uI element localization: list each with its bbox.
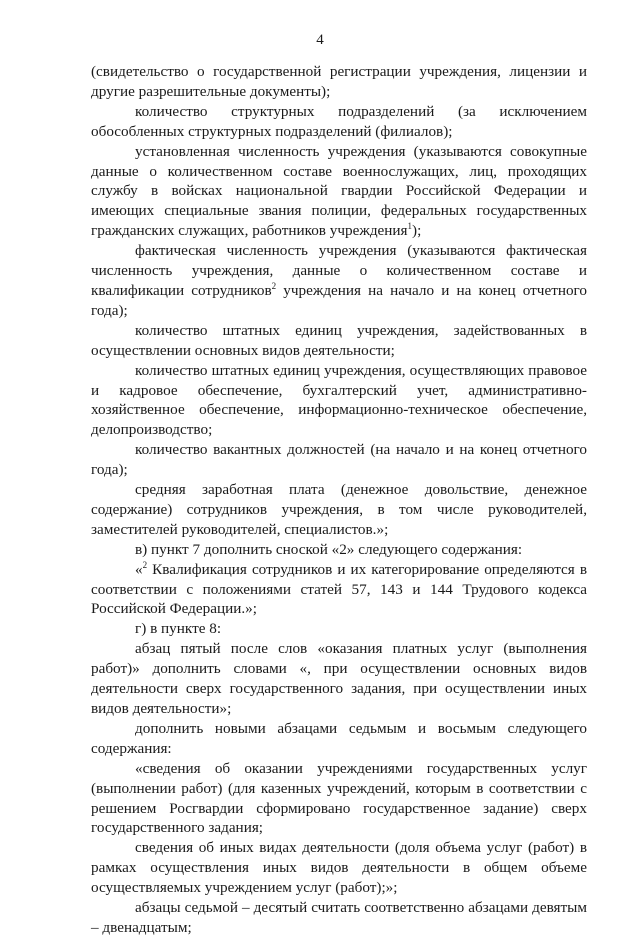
- paragraph-text: дополнить новыми абзацами седьмым и восьмым следующего содержания:: [91, 719, 587, 757]
- paragraph-text: количество штатных единиц учреждения, задействованных в осуществлении основных видов деятельности;: [91, 321, 587, 359]
- paragraph: [91, 440, 587, 480]
- document-body: [91, 62, 587, 938]
- paragraph: [91, 639, 587, 719]
- paragraph: [91, 719, 587, 759]
- paragraph-text: г) в пункте 8:: [135, 620, 222, 638]
- paragraph-text: «сведения об оказании учреждениями государственных услуг (выполнении работ) (для казенных учреждений, которым в соответствии с решением Росгвардии сформировано государственное задание) сверх государственного задания;: [91, 759, 587, 837]
- paragraph-text: количество структурных подразделений (за исключением обособленных структурных подразделений (филиалов);: [91, 102, 587, 140]
- paragraph-text: «: [135, 560, 143, 578]
- paragraph-text: сведения об иных видах деятельности (доля объема услуг (работ) в рамках осуществления иных видов деятельности в общем объеме осуществляемых учреждением услуг (работ);»;: [91, 839, 587, 897]
- paragraph: [91, 480, 587, 540]
- paragraph-text: в) пункт 7 дополнить сноской «2» следующего содержания:: [135, 540, 523, 558]
- paragraph-text-tail: );: [412, 222, 422, 240]
- paragraph: [91, 241, 587, 321]
- paragraph-text: абзацы седьмой – десятый считать соответственно абзацами девятым – двенадцатым;: [91, 899, 587, 936]
- paragraph: [91, 619, 587, 639]
- paragraph: [91, 898, 587, 938]
- paragraph-text-tail: Квалификация сотрудников и их категорирование определяются в соответствии с положениями статей 57, 143 и 144 Трудового кодекса Российской Федерации.»;: [91, 560, 587, 618]
- footnote-marker: 2: [271, 280, 277, 291]
- paragraph: [91, 560, 587, 620]
- paragraph: [91, 361, 587, 441]
- footnote-marker: 1: [407, 221, 413, 232]
- page-number: 4: [316, 32, 324, 48]
- paragraph-text: фактическая численность учреждения (указываются фактическая численность учреждения, данные о количественном составе и квалификации сотрудников: [91, 242, 587, 299]
- paragraph: [91, 62, 587, 102]
- paragraph-text: средняя заработная плата (денежное довольствие, денежное содержание) сотрудников учреждения, в том числе руководителей, заместителей руководителей, специалистов.»;: [91, 481, 587, 538]
- paragraph: [91, 540, 587, 560]
- paragraph: [91, 759, 587, 839]
- paragraph-text: (свидетельство о государственной регистрации учреждения, лицензии и другие разрешительные документы);: [91, 63, 587, 100]
- paragraph-text: количество штатных единиц учреждения, осуществляющих правовое и кадровое обеспечение, бухгалтерский учет, административно-хозяйственное обеспечение, информационно-техническое обеспечение, делопроизводство;: [91, 361, 587, 439]
- paragraph-text: абзац пятый после слов «оказания платных услуг (выполнения работ)» дополнить словами «, при осуществлении основных видов деятельности сверх государственного задания, при осуществлении иных видов деятельности»;: [91, 640, 587, 717]
- paragraph: [91, 321, 587, 361]
- paragraph-text: количество вакантных должностей (на начало и на конец отчетного года);: [91, 441, 587, 479]
- footnote-marker: 2: [142, 559, 148, 570]
- paragraph-text-tail: учреждения на начало и на конец отчетного года);: [91, 281, 587, 319]
- paragraph-text: установленная численность учреждения (указываются совокупные данные о количественном составе военнослужащих, лиц, проходящих службу в войсках национальной гвардии Российской Федерации и имеющих специальные звания полиции, федеральных государственных гражданских служащих, работников учреждения: [91, 142, 587, 240]
- paragraph: [91, 102, 587, 142]
- paragraph: [91, 142, 587, 242]
- paragraph: [91, 838, 587, 898]
